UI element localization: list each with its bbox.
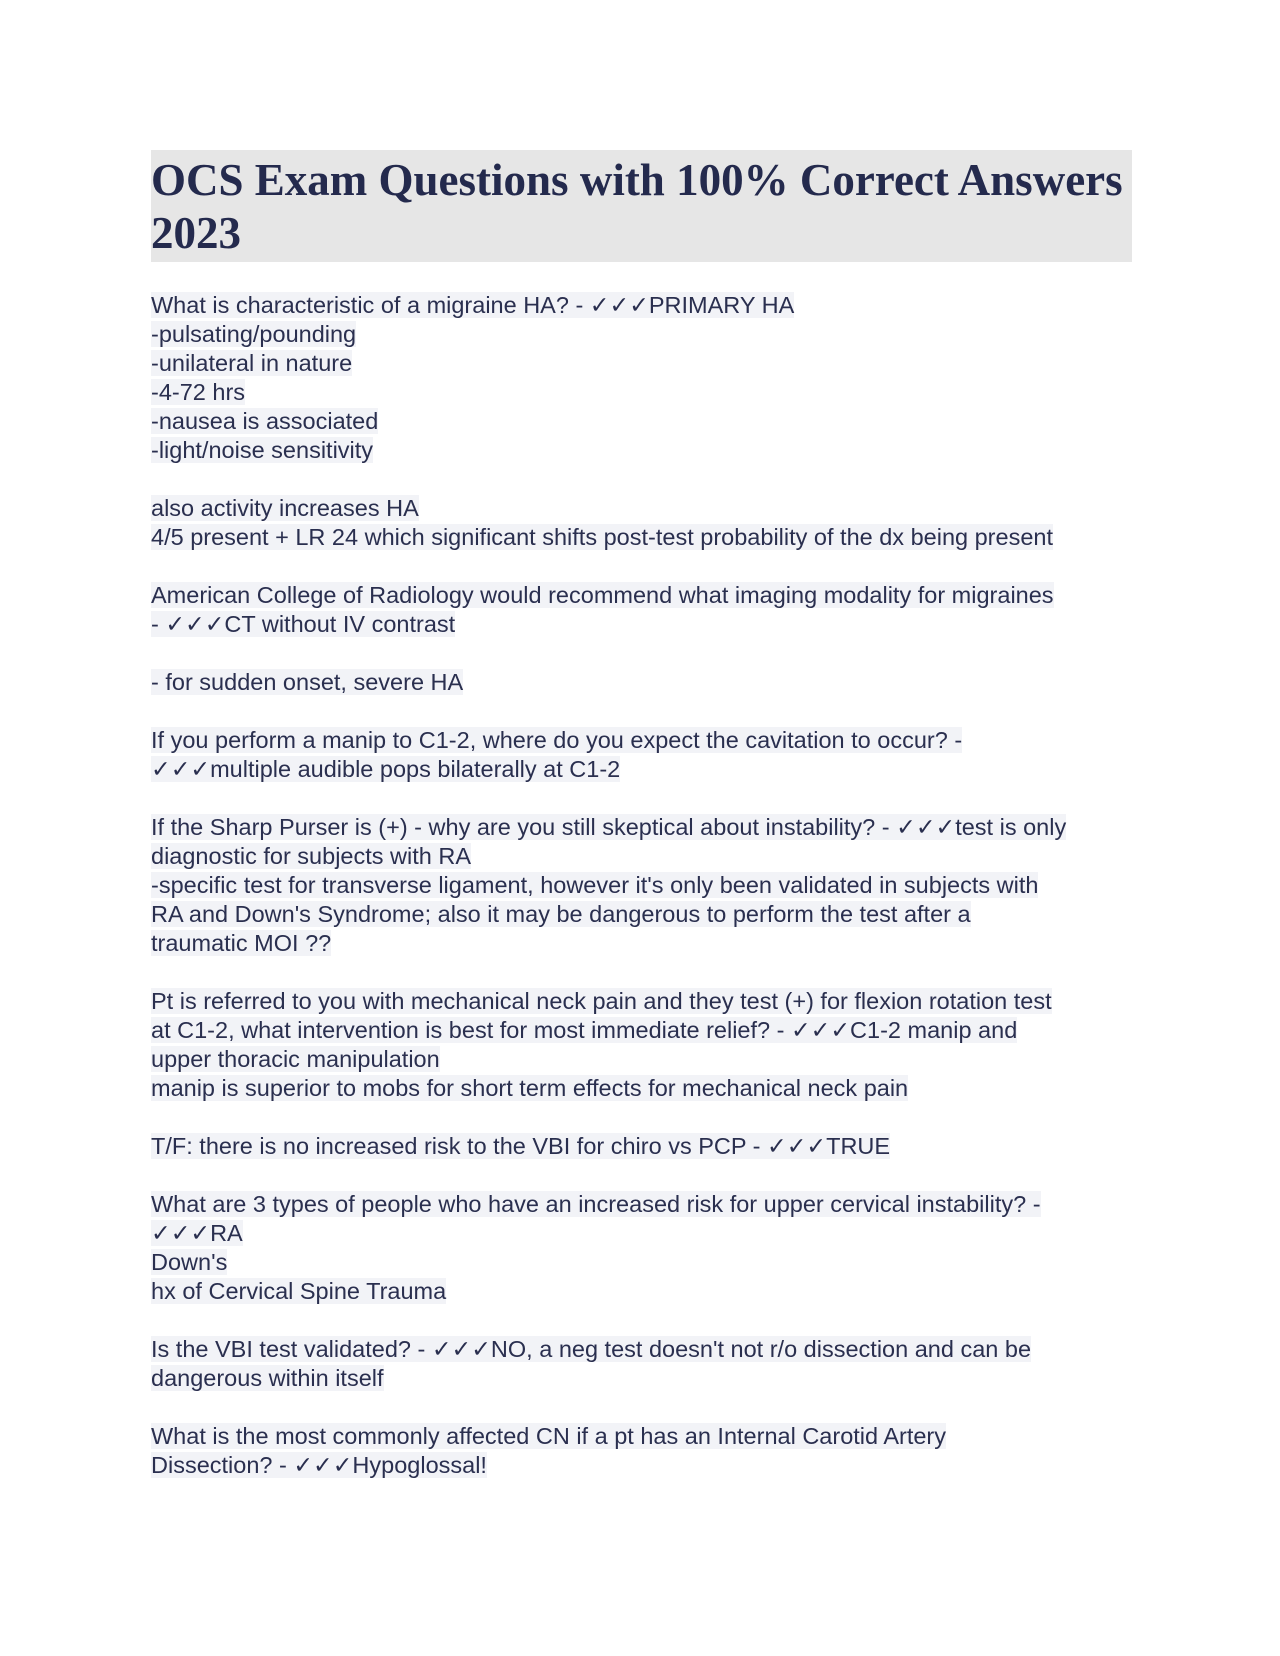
text-line-content: -pulsating/pounding (151, 321, 357, 347)
text-line-content: What are 3 types of people who have an increased risk for upper cervical instability? - (151, 1191, 1041, 1217)
text-line-content: at C1-2, what intervention is best for most immediate relief? - ✓✓✓C1-2 manip and (151, 1017, 1018, 1043)
text-line-content: What is the most commonly affected CN if a pt has an Internal Carotid Artery (151, 1423, 946, 1449)
text-line (151, 349, 1132, 378)
text-line (151, 494, 1132, 523)
text-line (151, 1132, 1132, 1161)
text-line-content: RA and Down's Syndrome; also it may be dangerous to perform the test after a (151, 901, 971, 927)
text-line-content: manip is superior to mobs for short term effects for mechanical neck pain (151, 1075, 909, 1101)
text-line (151, 378, 1132, 407)
text-line-content: ✓✓✓RA (151, 1220, 243, 1246)
text-line-content: upper thoracic manipulation (151, 1046, 440, 1072)
text-line (151, 755, 1132, 784)
text-line-content: also activity increases HA (151, 495, 419, 521)
text-line-content: -specific test for transverse ligament, however it's only been validated in subjects with (151, 872, 1039, 898)
text-line (151, 581, 1132, 610)
text-line-content: 4/5 present + LR 24 which significant shifts post-test probability of the dx being present (151, 524, 1053, 550)
text-line-content: Pt is referred to you with mechanical neck pain and they test (+) for flexion rotation test (151, 988, 1052, 1014)
text-line (151, 320, 1132, 349)
text-line-content: - ✓✓✓CT without IV contrast (151, 611, 456, 637)
text-line (151, 1451, 1132, 1480)
paragraph-gap (151, 784, 1132, 813)
paragraph-gap (151, 1393, 1132, 1422)
text-line (151, 1016, 1132, 1045)
text-line (151, 987, 1132, 1016)
text-line (151, 842, 1132, 871)
document-title: OCS Exam Questions with 100% Correct Answers 2023 (151, 155, 1123, 258)
text-line-content: -4-72 hrs (151, 379, 246, 405)
paragraph-gap (151, 1103, 1132, 1132)
text-line-content: T/F: there is no increased risk to the VBI for chiro vs PCP - ✓✓✓TRUE (151, 1133, 891, 1159)
text-line-content: -unilateral in nature (151, 350, 353, 376)
text-line (151, 668, 1132, 697)
text-line (151, 900, 1132, 929)
paragraph-gap (151, 465, 1132, 494)
text-line-content: What is characteristic of a migraine HA? - ✓✓✓PRIMARY HA (151, 292, 795, 318)
text-line (151, 1074, 1132, 1103)
text-line (151, 1045, 1132, 1074)
text-line (151, 436, 1132, 465)
text-line (151, 813, 1132, 842)
text-line-content: Is the VBI test validated? - ✓✓✓NO, a neg test doesn't not r/o dissection and can be (151, 1336, 1032, 1362)
text-line-content: -nausea is associated (151, 408, 379, 434)
text-line (151, 1277, 1132, 1306)
text-line (151, 610, 1132, 639)
text-line (151, 1248, 1132, 1277)
text-line-content: diagnostic for subjects with RA (151, 843, 472, 869)
text-line (151, 871, 1132, 900)
paragraph-gap (151, 639, 1132, 668)
text-line (151, 1190, 1132, 1219)
text-line (151, 1335, 1132, 1364)
text-line (151, 726, 1132, 755)
text-line-content: Dissection? - ✓✓✓Hypoglossal! (151, 1452, 487, 1478)
text-line (151, 523, 1132, 552)
text-line-content: American College of Radiology would recommend what imaging modality for migraines (151, 582, 1054, 608)
text-line (151, 1219, 1132, 1248)
paragraph-gap (151, 958, 1132, 987)
text-line-content: If the Sharp Purser is (+) - why are you still skeptical about instability? - ✓✓✓test is only (151, 814, 1067, 840)
paragraph-gap (151, 697, 1132, 726)
text-line (151, 1364, 1132, 1393)
text-line (151, 291, 1132, 320)
title-block (151, 150, 1132, 262)
text-line-content: - for sudden onset, severe HA (151, 669, 464, 695)
text-line-content: traumatic MOI ?? (151, 930, 332, 956)
text-line-content: ✓✓✓multiple audible pops bilaterally at C1-2 (151, 756, 621, 782)
text-line-content: dangerous within itself (151, 1365, 384, 1391)
paragraph-gap (151, 1161, 1132, 1190)
text-line (151, 929, 1132, 958)
text-line-content: Down's (151, 1249, 228, 1275)
document-body (151, 291, 1132, 1480)
text-line-content: -light/noise sensitivity (151, 437, 374, 463)
text-line (151, 407, 1132, 436)
paragraph-gap (151, 1306, 1132, 1335)
text-line-content: hx of Cervical Spine Trauma (151, 1278, 447, 1304)
text-line-content: If you perform a manip to C1-2, where do you expect the cavitation to occur? - (151, 727, 963, 753)
document-page (151, 150, 1132, 1480)
text-line (151, 1422, 1132, 1451)
paragraph-gap (151, 552, 1132, 581)
